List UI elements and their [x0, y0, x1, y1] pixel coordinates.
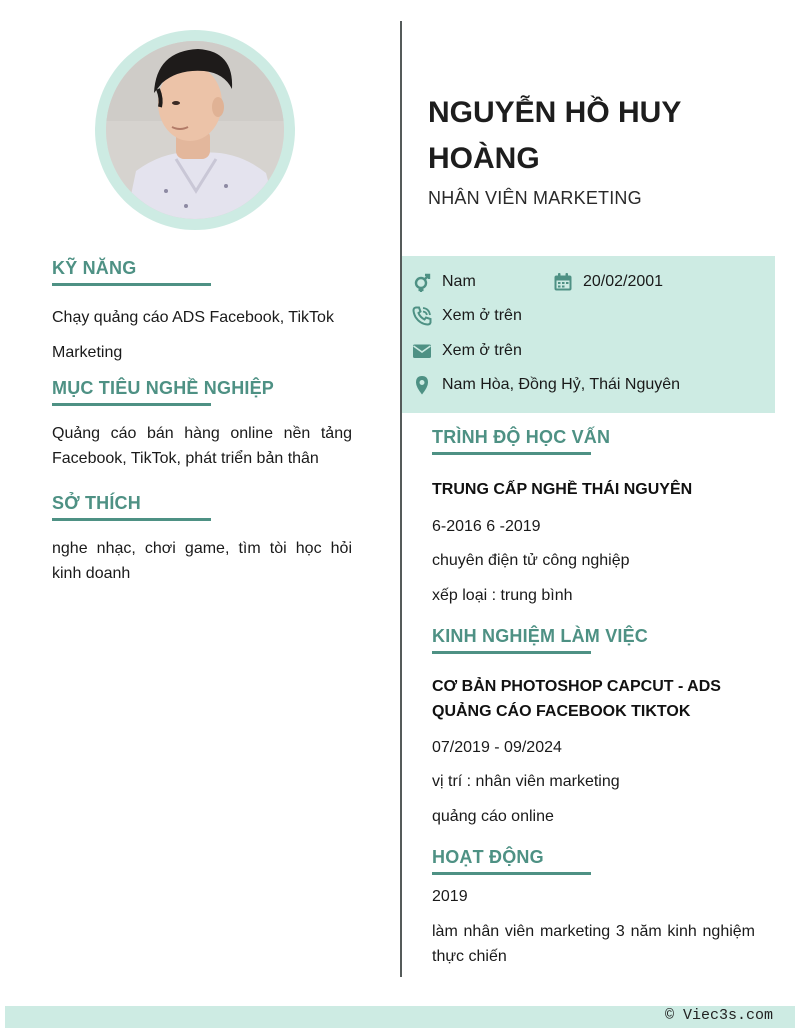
skills-underline: [52, 283, 211, 286]
experience-role: vị trí : nhân viên marketing: [432, 773, 620, 790]
education-school: TRUNG CẤP NGHỀ THÁI NGUYÊN: [432, 481, 693, 498]
activities-title: HOẠT ĐỘNG: [432, 847, 544, 867]
hobbies-underline: [52, 518, 211, 521]
education-section: [432, 427, 755, 455]
objective-section: [52, 378, 352, 406]
education-major: chuyên điện tử công nghiệp: [432, 552, 630, 569]
calendar-icon: [553, 272, 573, 292]
gender-icon: [412, 272, 432, 292]
activities-desc: làm nhân viên marketing 3 năm kinh nghiệm thực chiến: [432, 923, 755, 965]
avatar: [106, 41, 284, 219]
phone-icon: [412, 306, 432, 326]
activities-underline: [432, 872, 591, 875]
phone-value: Xem ở trên: [442, 307, 522, 324]
candidate-name: NGUYỄN HỒ HUY HOÀNG: [428, 96, 681, 175]
contact-address: [412, 375, 680, 395]
objective-title: MỤC TIÊU NGHỀ NGHIỆP: [52, 378, 275, 398]
column-divider: [400, 21, 402, 977]
skill-item: Marketing: [52, 344, 123, 361]
avatar-photo: [106, 41, 284, 219]
education-grade: xếp loại : trung bình: [432, 587, 573, 604]
gender-value: Nam: [442, 273, 476, 290]
hobbies-section: [52, 493, 352, 521]
contact-gender: [412, 272, 476, 292]
hobbies-title: SỞ THÍCH: [52, 493, 141, 513]
footer-credit[interactable]: © Viec3s.com: [664, 1007, 773, 1024]
experience-section: [432, 626, 755, 654]
location-icon: [412, 375, 432, 395]
skills-section: [52, 258, 352, 286]
contact-panel: [402, 256, 775, 413]
activities-year: 2019: [432, 888, 468, 905]
education-title: TRÌNH ĐỘ HỌC VẤN: [432, 427, 611, 447]
email-icon: [412, 341, 432, 361]
experience-desc: quảng cáo online: [432, 808, 554, 825]
contact-email: [412, 341, 522, 361]
experience-company: CƠ BẢN PHOTOSHOP CAPCUT - ADS QUẢNG CÁO FACEBOOK TIKTOK: [432, 678, 721, 720]
objective-underline: [52, 403, 211, 406]
experience-period: 07/2019 - 09/2024: [432, 739, 562, 756]
education-period: 6-2016 6 -2019: [432, 518, 541, 535]
education-underline: [432, 452, 591, 455]
experience-underline: [432, 651, 591, 654]
objective-text: Quảng cáo bán hàng online nền tảng Facebook, TikTok, phát triển bản thân: [52, 425, 352, 467]
email-value: Xem ở trên: [442, 342, 522, 359]
contact-phone: [412, 306, 522, 326]
skills-title: KỸ NĂNG: [52, 258, 137, 278]
footer-bar: [5, 1006, 795, 1028]
activities-section: [432, 847, 755, 875]
skills-list: [52, 300, 352, 370]
experience-title: KINH NGHIỆM LÀM VIỆC: [432, 626, 649, 646]
hobbies-text: nghe nhạc, chơi game, tìm tòi học hỏi kinh doanh: [52, 540, 352, 582]
address-value: Nam Hòa, Đồng Hỷ, Thái Nguyên: [442, 376, 681, 393]
birthday-value: 20/02/2001: [583, 273, 664, 290]
contact-birthday: [553, 272, 663, 292]
job-position: NHÂN VIÊN MARKETING: [428, 188, 642, 208]
skill-item: Chạy quảng cáo ADS Facebook, TikTok: [52, 309, 334, 326]
